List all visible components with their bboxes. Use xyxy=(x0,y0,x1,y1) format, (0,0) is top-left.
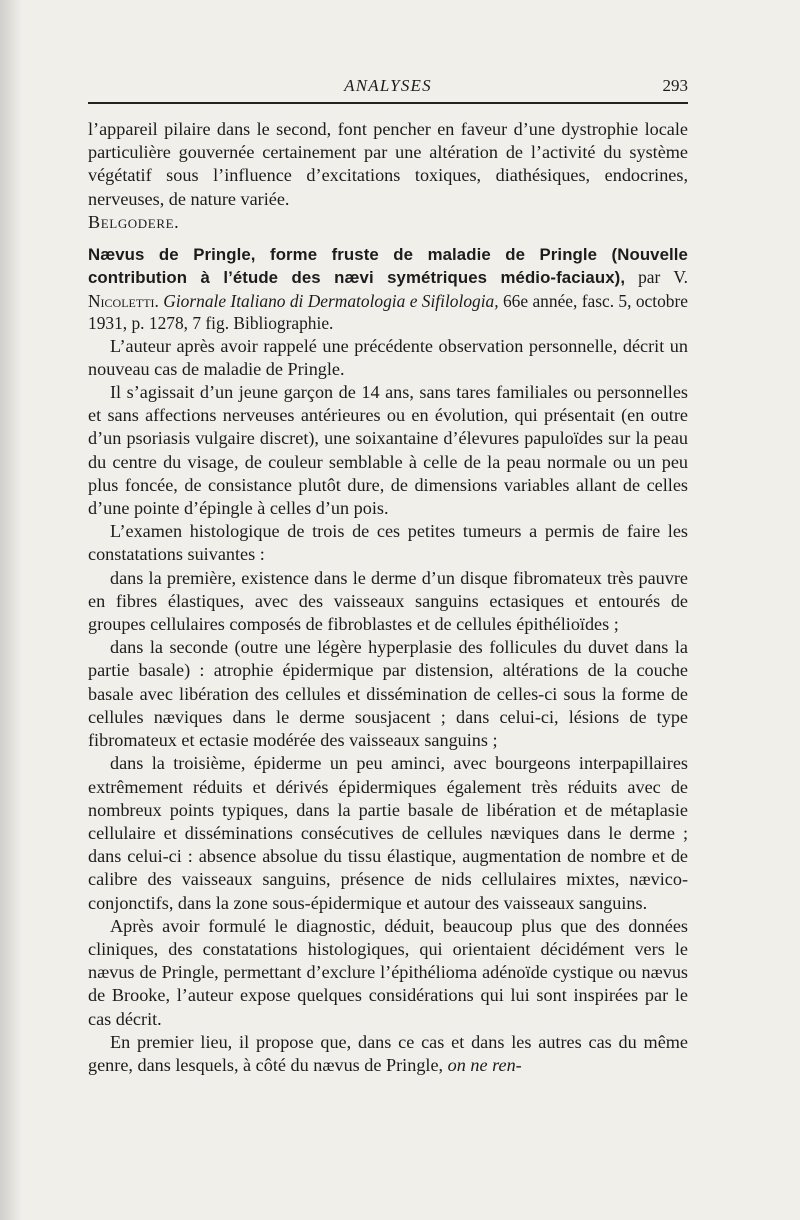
paragraph-case: Il s’agissait d’un jeune garçon de 14 ans, sans tares familiales ou personnelles et sans affections nerveuses antérieures ou en évolution, qui présentait (en outre d’un psoriasis vulgaire discret), une soixantaine d’élevures papuloïdes sur la peau du centre du visage, de couleur semblable à celle de la peau normale ou un peu plus foncée, de consistance plutôt dure, de dimensions variables allant de celles d’une pointe d’épingle à celles d’un pois. xyxy=(88,382,688,519)
running-title: ANALYSES xyxy=(344,76,432,95)
proposal-italic-tail: on ne ren- xyxy=(447,1054,522,1075)
journal-name: Giornale Italiano di Dermatologia e Sifilologia, xyxy=(163,290,499,311)
scan-shadow-edge xyxy=(0,0,22,1220)
article-author: V. Nicoletti. xyxy=(88,267,688,311)
paragraph-third-tumor: dans la troisième, épiderme un peu aminci, avec bourgeons interpapillaires extrêmement réduits et dérivés épidermiques également très réduits avec de nombreux points typiques, dans la partie basale de libération et de métaplasie cellulaire et disséminations consécutives de cellules næviques dans le derme ; dans celui-ci : absence absolue du tissu élastique, augmentation de nombre et de calibre des vaisseaux sanguins, présence de nids cellulaires mixtes, nævico-conjonctifs, dans la zone sous-épidermique et autour des vaisseaux sanguins. xyxy=(88,753,688,913)
journal-page xyxy=(88,72,688,1077)
paragraph-proposal xyxy=(88,1031,688,1077)
by-word: par xyxy=(638,267,661,288)
paragraph-intro: L’auteur après avoir rappelé une précédente observation personnelle, décrit un nouveau cas de maladie de Pringle. xyxy=(88,335,688,379)
paragraph-histology: L’examen histologique de trois de ces petites tumeurs a permis de faire les constatations suivantes : xyxy=(88,521,688,565)
paragraph-first-tumor: dans la première, existence dans le derme d’un disque fibromateux très pauvre en fibres élastiques, avec des vaisseaux sanguins ectasiques et entourés de groupes cellulaires composés de fibroblastes et de cellules épithélioïdes ; xyxy=(88,567,688,635)
reviewer-signature: Belgodere. xyxy=(88,211,180,232)
paragraph-diagnosis: Après avoir formulé le diagnostic, déduit, beaucoup plus que des données cliniques, des constatations histologiques, qui orientaient décidément vers le nævus de Pringle, permettant d’exclure l’épithélioma adénoïde cystique ou nævus de Brooke, l’auteur expose quelques considérations qui lui sont inspirées par le cas décrit. xyxy=(88,915,688,1029)
previous-review-ending: l’appareil pilaire dans le second, font pencher en faveur d’une dystrophie locale particulière gouvernée certainement par une altération de l’activité du système végétatif sous l’influence d’excitations toxiques, diathésiques, endocrines, nerveuses, de nature variée. xyxy=(88,119,688,209)
article-title: Nævus de Pringle, forme fruste de maladie de Pringle (Nouvelle contribution à l’étude des nævi symétriques médio-faciaux), xyxy=(88,245,688,288)
running-header xyxy=(88,72,688,104)
proposal-text: En premier lieu, il propose que, dans ce cas et dans les autres cas du même genre, dans lesquels, à côté du nævus de Pringle, xyxy=(88,1031,688,1075)
page-body xyxy=(88,118,688,1077)
paragraph-second-tumor: dans la seconde (outre une légère hyperplasie des follicules du duvet dans la partie basale) : atrophie épidermique par distension, altérations de la couche basale avec libération des cellules et dissémination de celles-ci sous la forme de cellules næviques dans le derme sousjacent ; dans celui-ci, lésions de type fibromateux et ectasie modérée des vaisseaux sanguins ; xyxy=(88,637,688,751)
page-number: 293 xyxy=(662,76,688,95)
bibliographic-entry xyxy=(88,243,688,335)
citation-details: 66e année, fasc. 5, octobre 1931, p. 1278, 7 fig. Bibliographie. xyxy=(88,290,688,334)
